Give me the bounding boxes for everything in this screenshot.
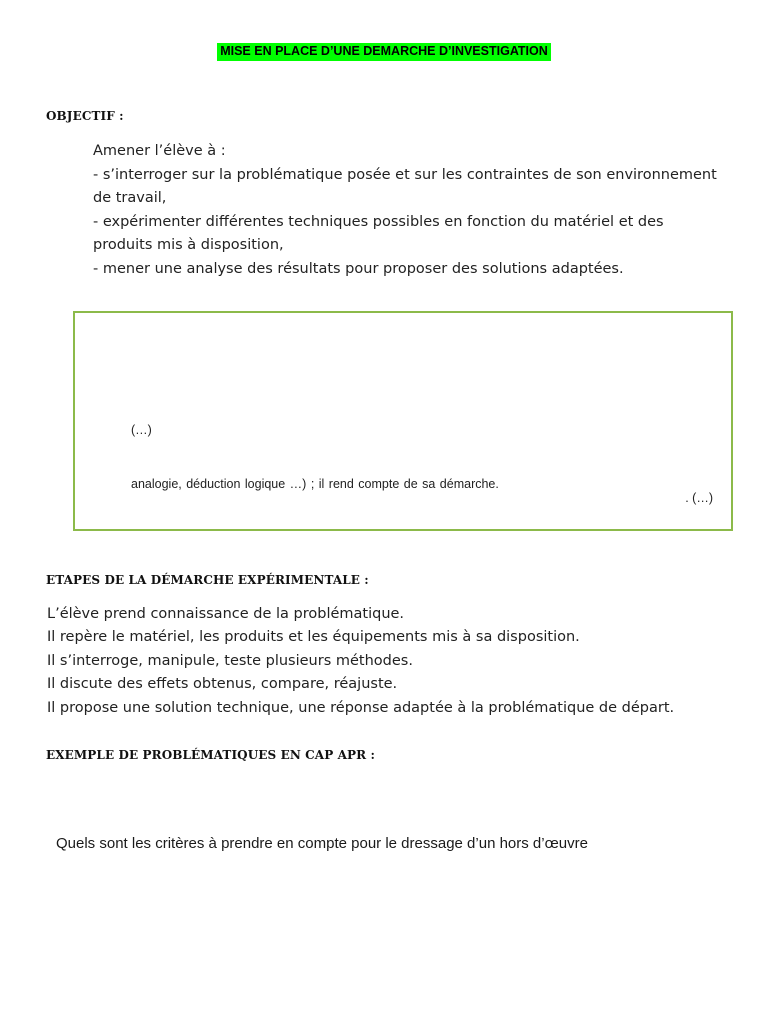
box-line-analogie: analogie, déduction logique …) ; il rend compte de sa démarche.: [131, 477, 499, 491]
etapes-line: Il discute des effets obtenus, compare, réajuste.: [47, 676, 398, 693]
etapes-line: Il repère le matériel, les produits et les équipements mis à sa disposition.: [47, 629, 580, 646]
etapes-heading: ETAPES DE LA DÉMARCHE EXPÉRIMENTALE :: [46, 573, 369, 587]
exemple-heading: EXEMPLE DE PROBLÉMATIQUES EN CAP APR :: [46, 748, 376, 762]
example-question: Quels sont les critères à prendre en compte pour le dressage d’un hors d’œuvre: [56, 835, 588, 852]
objectif-line: Amener l’élève à :: [93, 143, 226, 159]
objectif-body: [93, 140, 718, 282]
etapes-line: Il s’interroge, manipule, teste plusieurs méthodes.: [47, 652, 413, 669]
title-container: [0, 42, 768, 61]
objectif-heading: OBJECTIF :: [46, 109, 124, 123]
box-line-ellipsis: (…): [131, 423, 152, 437]
etapes-line: L’élève prend connaissance de la problématique.: [47, 606, 405, 622]
box-line-end: . (…): [685, 491, 713, 505]
etapes-body: [47, 603, 737, 720]
document-title: MISE EN PLACE D’UNE DEMARCHE D’INVESTIGATION: [217, 43, 551, 61]
etapes-line: Il propose une solution technique, une réponse adaptée à la problématique de départ.: [47, 699, 675, 716]
quote-box: [73, 311, 733, 531]
objectif-line: - s’interroger sur la problématique posée et sur les contraintes de son environnement de travail,: [93, 166, 717, 207]
objectif-line: - expérimenter différentes techniques possibles en fonction du matériel et des produits mis à disposition,: [93, 213, 664, 254]
objectif-line: - mener une analyse des résultats pour proposer des solutions adaptées.: [93, 260, 624, 277]
